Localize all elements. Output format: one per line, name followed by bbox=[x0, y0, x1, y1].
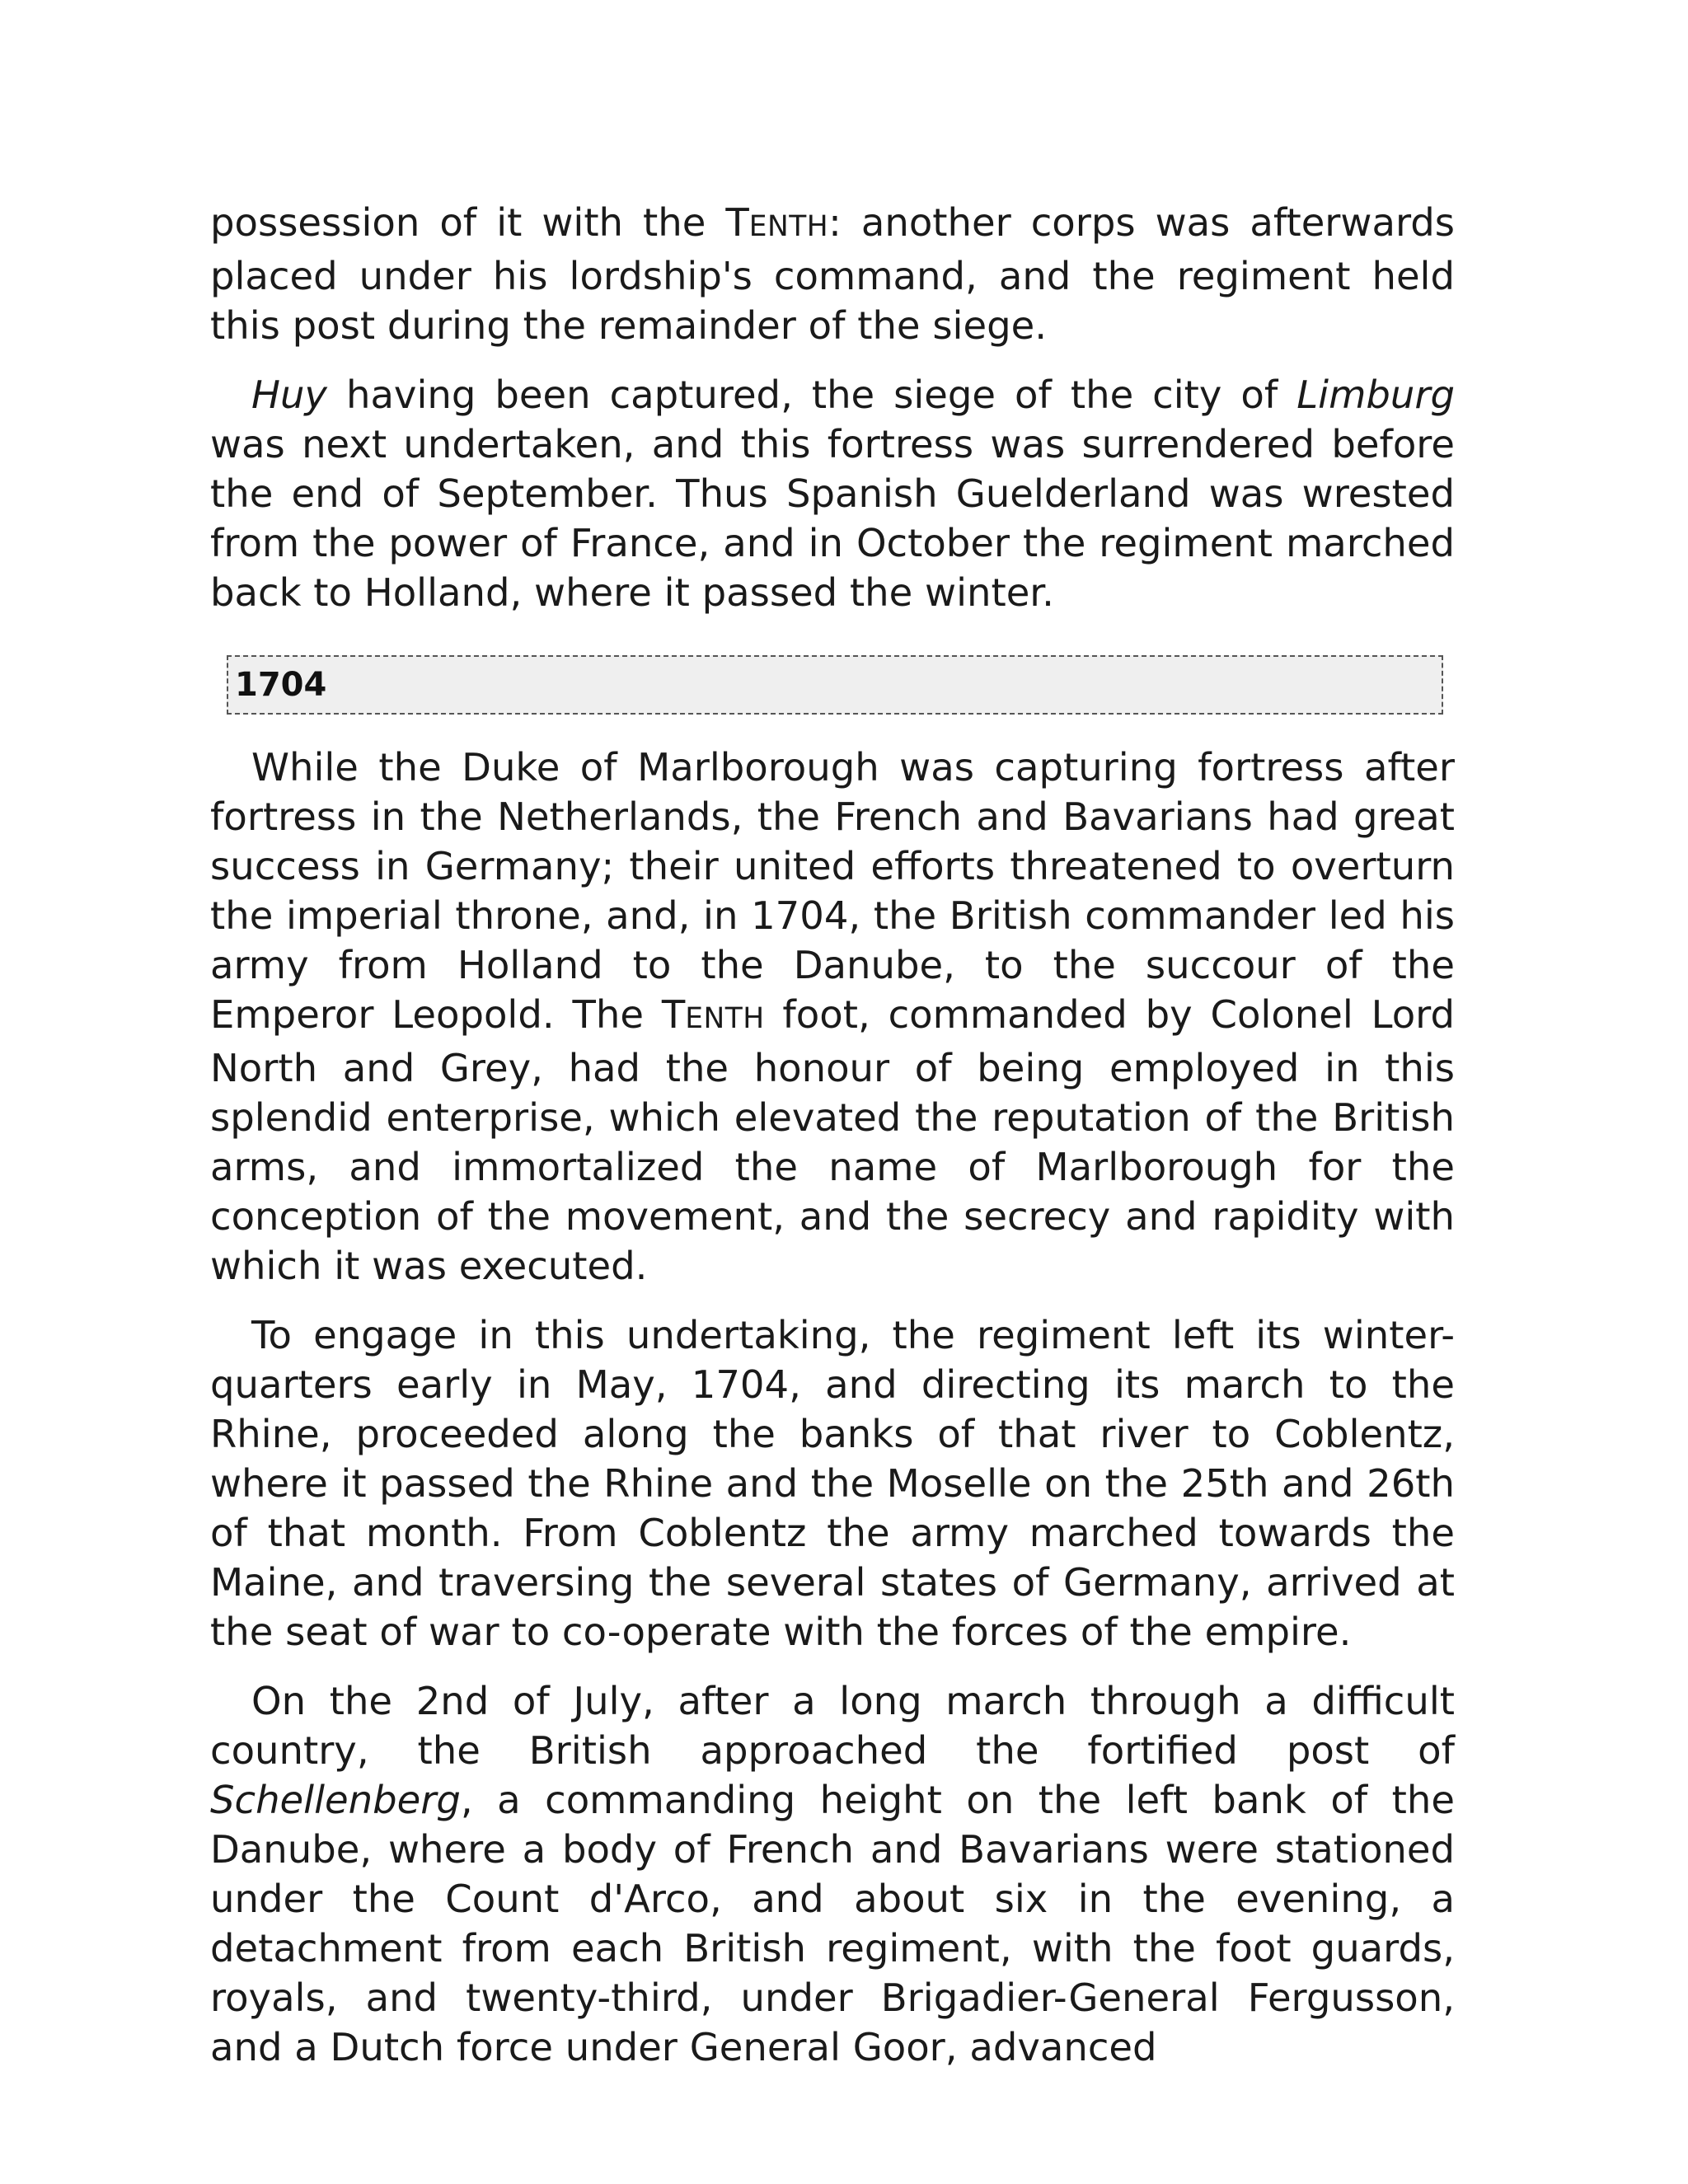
paragraph-1 bbox=[210, 198, 1455, 350]
paragraph-5 bbox=[210, 1676, 1455, 2072]
paragraph-2 bbox=[210, 370, 1455, 617]
paragraph-4 bbox=[210, 1310, 1455, 1657]
text-run: On the 2nd of July, after a long march through a difficult country, the British approached the fortified post of bbox=[210, 1679, 1455, 1773]
text-run: , a commanding height on the left bank of the Danube, where a body of French and Bavarians were stationed under the Count d'Arco, and about six in the evening, a detachment from each British regiment, with the foot guards, royals, and twenty-third, under Brigadier-General Fergusson, and a Dutch force under General Goor, advanced bbox=[210, 1778, 1455, 2069]
document-page bbox=[210, 198, 1455, 2092]
regiment-name bbox=[725, 200, 828, 245]
text-run: : another corps was afterwards placed under his lordship's command, and the regiment held this post during the remainder of the siege. bbox=[210, 200, 1455, 348]
year-heading: 1704 bbox=[235, 666, 327, 704]
year-heading-box bbox=[227, 655, 1443, 715]
text-run: While the Duke of Marlborough was capturing fortress after fortress in the Netherlands, the French and Bavarians had great success in Germany; their united efforts threatened to overturn the imperial throne, and, in 1704, the British commander led his army from Holland to the Danube, to the succour of the Emperor Leopold. The bbox=[210, 745, 1455, 1037]
text-run: was next undertaken, and this fortress was surrendered before the end of September. Thus Spanish Guelderland was wrested from the power of France, and in October the regiment marched back to Holland, where it passed the winter. bbox=[210, 422, 1455, 615]
place-name-huy: Huy bbox=[251, 373, 327, 417]
text-run: having been captured, the siege of the city of bbox=[326, 373, 1297, 417]
small-caps-rest: ENTH bbox=[685, 1002, 765, 1035]
text-run: possession of it with the bbox=[210, 200, 726, 245]
text-run: To engage in this undertaking, the regiment left its winter-quarters early in May, 1704, and directing its march to the Rhine, proceeded along the banks of that river to Coblentz, where it passed the Rhine and the Moselle on the 25th and 26th of that month. From Coblentz the army marched towards the Maine, and traversing the several states of Germany, arrived at the seat of war to co-operate with the forces of the empire. bbox=[210, 1313, 1455, 1654]
place-name-schellenberg: Schellenberg bbox=[210, 1778, 461, 1822]
text-run: foot, commanded by Colonel Lord North and Grey, had the honour of being employed in this splendid enterprise, which elevated the reputation of the British arms, and immortalized the name of Marlborough for the conception of the movement, and the secrecy and rapidity with which it was executed. bbox=[210, 992, 1455, 1288]
small-caps-rest: ENTH bbox=[748, 210, 829, 243]
paragraph-3 bbox=[210, 743, 1455, 1291]
small-caps-initial: T bbox=[725, 200, 749, 245]
small-caps-initial: T bbox=[661, 992, 686, 1037]
regiment-name bbox=[662, 992, 765, 1037]
place-name-limburg: Limburg bbox=[1296, 373, 1455, 417]
